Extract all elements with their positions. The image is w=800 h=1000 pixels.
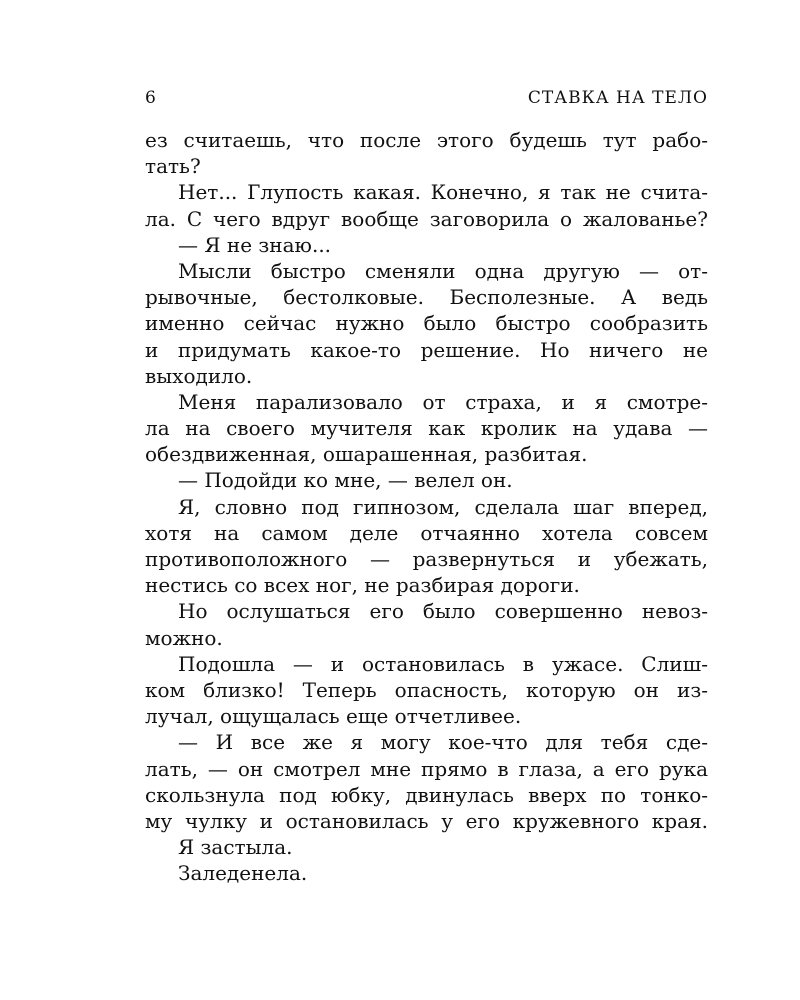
text-line: именно сейчас нужно было быстро сообразить — [145, 311, 708, 336]
text-line: ез считаешь, что после этого будешь тут рабо- — [145, 128, 708, 152]
text-line: му чулку и остановилась у его кружевного края. — [145, 808, 708, 833]
text-line: ла. С чего вдруг вообще заговорила о жалованье? — [145, 206, 708, 231]
text-line: Меня парализовало от страха, и я смотре- — [178, 389, 708, 414]
text-line: ком близко! Теперь опасность, которую он из- — [145, 677, 708, 702]
text-line: рывочные, бестолковые. Бесполезные. А ведь — [145, 285, 708, 310]
text-line: скользнула под юбку, двинулась вверх по тонко- — [145, 782, 708, 807]
page-number: 6 — [145, 88, 157, 108]
text-line: лать, — он смотрел мне прямо в глаза, а его рука — [145, 756, 708, 781]
text-line: Заледенела. — [178, 861, 308, 886]
text-line: Я застыла. — [178, 835, 293, 860]
text-line: — И все же я могу кое-что для тебя сде- — [178, 730, 708, 755]
text-line: можно. — [145, 625, 223, 650]
running-title: СТАВКА НА ТЕЛО — [527, 88, 708, 108]
text-line: обездвиженная, ошарашенная, разбитая. — [145, 442, 588, 467]
text-line: Я, словно под гипнозом, сделала шаг вперед, — [178, 494, 708, 519]
text-line: нестись со всех ног, не разбирая дороги. — [145, 573, 580, 598]
text-line: Но ослушаться его было совершенно невоз- — [178, 599, 708, 624]
text-line: выходило. — [145, 363, 253, 388]
text-line: Нет... Глупость какая. Конечно, я так не счита- — [178, 180, 708, 205]
text-line: — Я не знаю... — [178, 232, 332, 257]
text-line: хотя на самом деле отчаянно хотела совсем — [145, 520, 708, 545]
body-text — [145, 127, 708, 886]
text-line: — Подойди ко мне, — велел он. — [178, 468, 513, 493]
text-line: Подошла — и остановилась в ужасе. Слиш- — [178, 651, 708, 676]
text-line: ла на своего мучителя как кролик на удава — — [145, 416, 708, 441]
text-line: противоположного — развернуться и убежать, — [145, 547, 708, 571]
text-line: Мысли быстро сменяли одна другую — от- — [178, 258, 708, 283]
text-line: и придумать какое-то решение. Но ничего не — [145, 337, 708, 362]
text-line: тать? — [145, 154, 201, 179]
page-header — [145, 88, 708, 112]
text-line: лучал, ощущалась еще отчетливее. — [145, 704, 522, 729]
